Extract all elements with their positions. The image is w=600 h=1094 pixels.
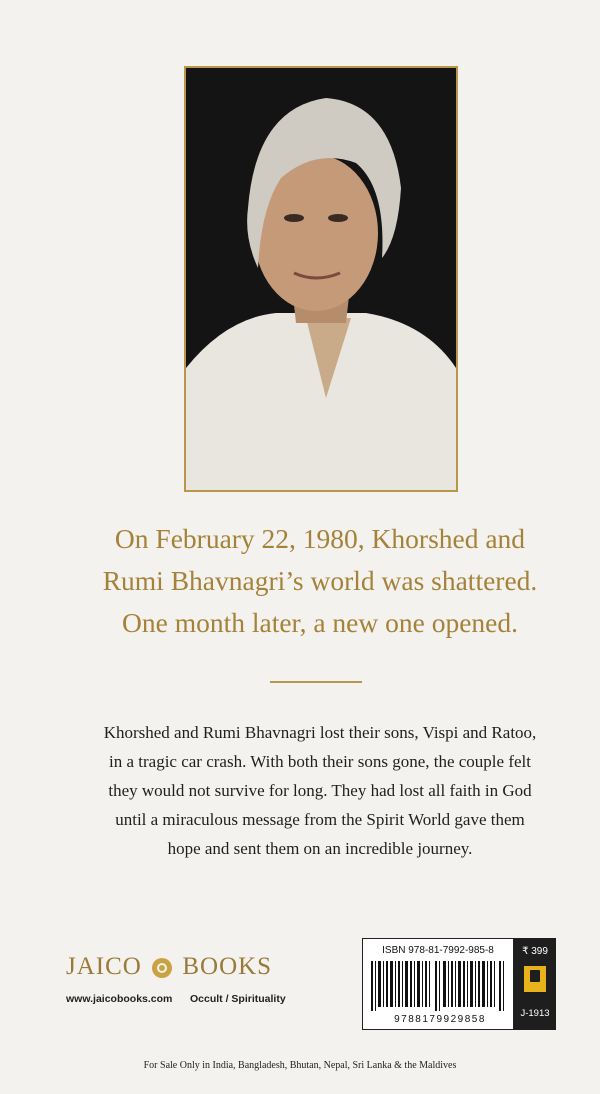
sun-icon [151,957,173,979]
blurb-line-5: hope and sent them on an incredible journey. [167,839,473,858]
isbn-label: ISBN 978-81-7992-985-8 [382,945,494,956]
barcode-bars [369,961,509,1011]
price-tag [514,938,556,1030]
product-code: J-1913 [520,1008,550,1019]
blurb-line-3: they would not survive for long. They had lost all faith in God [108,781,532,800]
book-category: Occult / Spirituality [190,993,286,1005]
blurb-line-1: Khorshed and Rumi Bhavnagri lost their sons, Vispi and Ratoo, [103,723,537,742]
portrait-image [186,68,456,490]
barcode-number: 9788179929858 [394,1014,486,1025]
headline [40,518,600,644]
publisher-name-right: BOOKS [182,953,273,980]
publisher-mini-logo-icon [524,966,546,992]
price: ₹ 399 [522,946,548,957]
publisher-website: www.jaicobooks.com [66,993,173,1005]
headline-line-3: One month later, a new one opened. [122,607,518,638]
divider [270,681,362,683]
publisher-name-left: JAICO [66,953,142,980]
headline-line-2: Rumi Bhavnagri’s world was shattered. [102,565,538,596]
barcode [362,938,514,1030]
headline-line-1: On February 22, 1980, Khorshed and [114,523,526,554]
blurb-line-2: in a tragic car crash. With both their sons gone, the couple felt [109,752,531,771]
blurb-line-4: until a miraculous message from the Spirit World gave them [115,810,525,829]
publisher-logo [66,953,286,981]
author-photo [184,66,458,492]
sale-territory-notice: For Sale Only in India, Bangladesh, Bhutan, Nepal, Sri Lanka & the Maldives [143,1060,457,1071]
blurb [30,718,600,863]
